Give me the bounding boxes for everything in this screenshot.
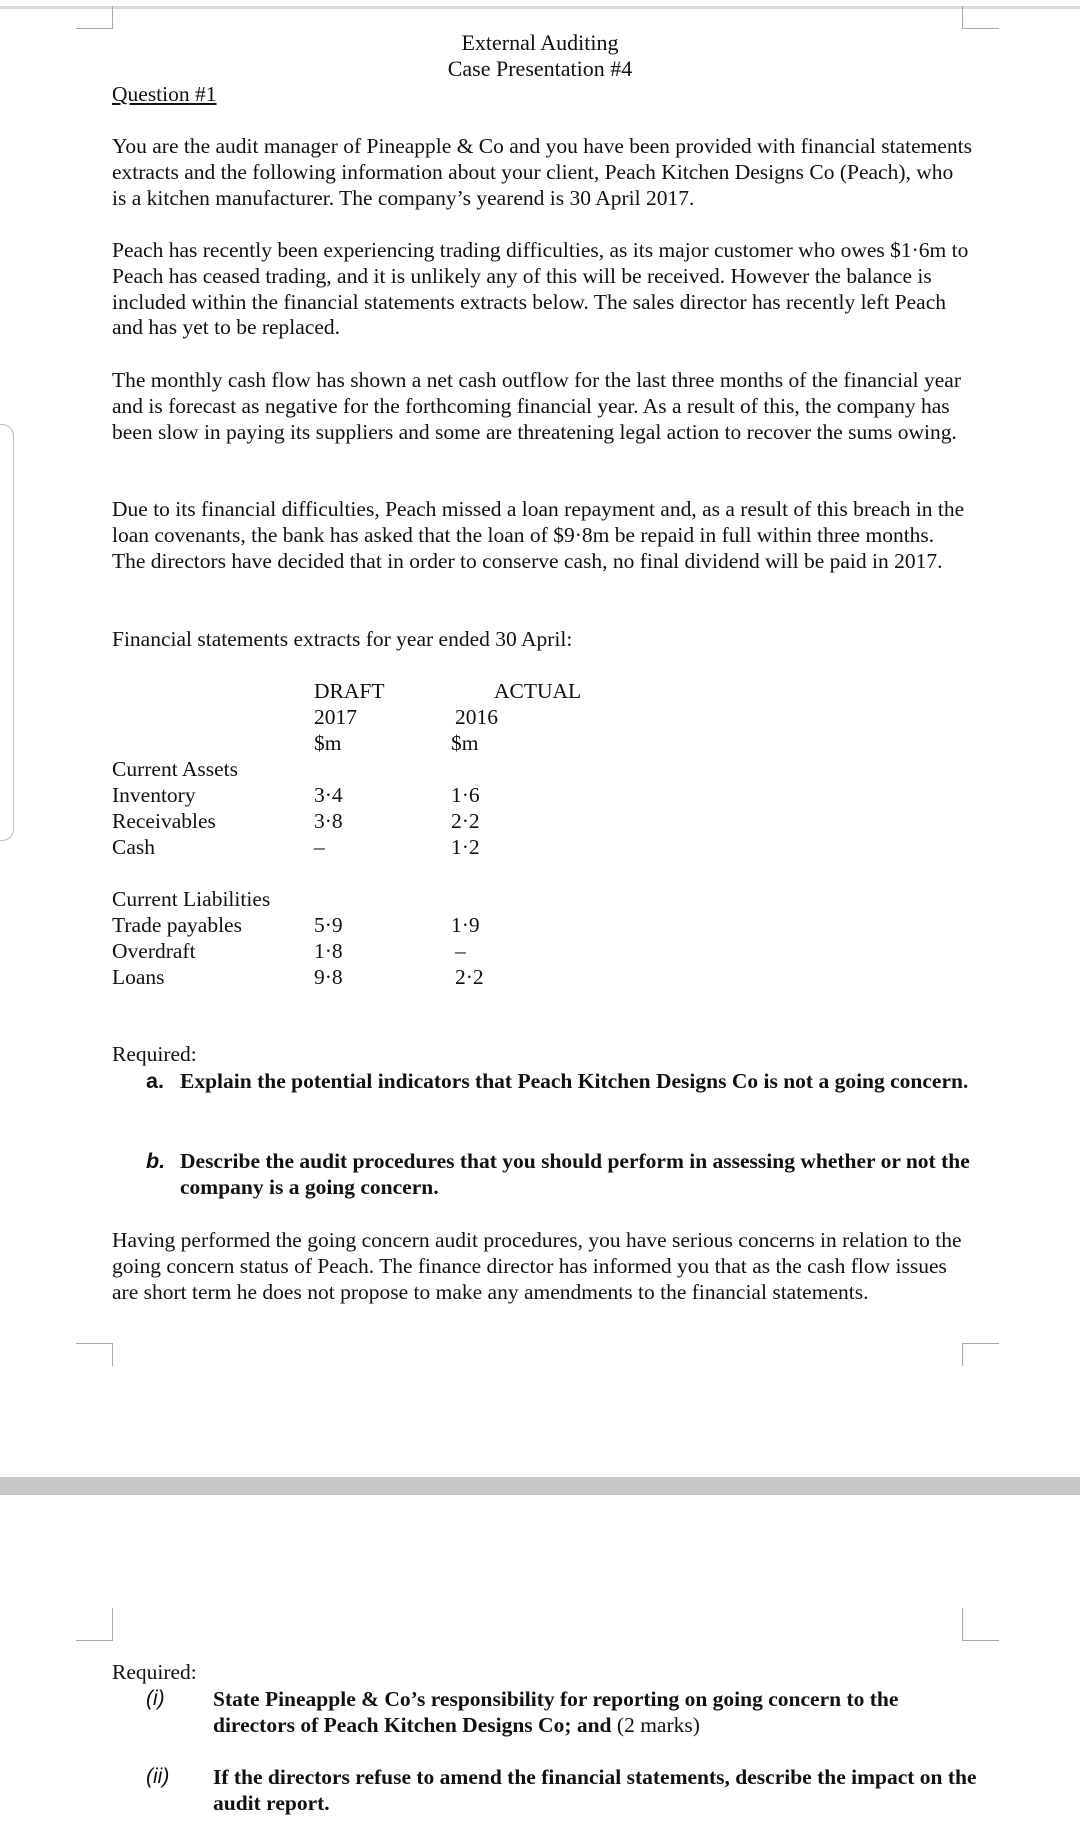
required-label: Required: <box>112 1042 197 1066</box>
required-item-text: State Pineapple & Co’s responsibility for reporting on going concern to the directors of Peach Kitchen Designs Co; and <box>213 1687 899 1737</box>
section-current-liabilities: Current Liabilities <box>112 887 271 911</box>
required-item <box>213 1686 983 1738</box>
item-marker: (i) <box>146 1687 165 1710</box>
row-value-2017: 5·9 <box>314 913 343 937</box>
question-title: Question #1 <box>112 82 217 106</box>
required-item: Describe the audit procedures that you should perform in assessing whether or not the company is a going concern. <box>180 1149 970 1199</box>
marks-note: (2 marks) <box>611 1713 700 1737</box>
item-marker: (ii) <box>146 1765 170 1788</box>
row-value-2017: – <box>314 835 325 859</box>
col-year-2017: 2017 <box>314 705 357 729</box>
row-value-2017: 1·8 <box>314 939 343 963</box>
row-label: Trade payables <box>112 913 242 937</box>
table-title: Financial statements extracts for year ended 30 April: <box>112 627 573 651</box>
row-value-2016: 1·9 <box>451 913 480 937</box>
side-scroll-handle[interactable] <box>0 424 14 841</box>
row-value-2017: 9·8 <box>314 965 343 989</box>
closing-paragraph: Having performed the going concern audit procedures, you have serious concerns in relation to the going concern status of Peach. The finance director has informed you that as the cash flow issues are short term he does not propose to make any amendments to the financial statements. <box>112 1228 962 1304</box>
page-corner-mark <box>962 1343 999 1366</box>
row-value-2017: 3·4 <box>314 783 343 807</box>
item-marker: b. <box>146 1149 166 1173</box>
paragraph: You are the audit manager of Pineapple & Co and you have been provided with financial statements extracts and the following information about your client, Peach Kitchen Designs Co (Peach), who is a kitchen manufacturer. The company’s yearend is 30 April 2017. <box>112 134 972 210</box>
col-unit-2016: $m <box>451 731 479 755</box>
page-break-band <box>0 1477 1080 1495</box>
row-label: Receivables <box>112 809 216 833</box>
page-corner-mark <box>962 1608 999 1641</box>
page-corner-mark <box>76 6 113 29</box>
document-subtitle: Case Presentation #4 <box>447 56 633 81</box>
page-top-edge <box>0 6 1080 9</box>
col-head-actual: ACTUAL <box>494 679 582 703</box>
paragraph: Peach has recently been experiencing trading difficulties, as its major customer who owes $1·6m to Peach has ceased trading, and it is unlikely any of this will be received. However the balance is included within the financial statements extracts below. The sales director has recently left Peach and has yet to be replaced. <box>112 238 969 340</box>
row-value-2016: – <box>455 939 466 963</box>
col-year-2016: 2016 <box>455 705 498 729</box>
required-label: Required: <box>112 1660 197 1684</box>
row-value-2016: 2·2 <box>455 965 484 989</box>
row-value-2017: 3·8 <box>314 809 343 833</box>
page-corner-mark <box>76 1343 113 1366</box>
col-unit-2017: $m <box>314 731 342 755</box>
required-item: Explain the potential indicators that Peach Kitchen Designs Co is not a going concern. <box>180 1069 969 1093</box>
page-corner-mark <box>76 1608 113 1641</box>
row-label: Loans <box>112 965 165 989</box>
row-value-2016: 1·6 <box>451 783 480 807</box>
paragraph: The monthly cash flow has shown a net cash outflow for the last three months of the financial year and is forecast as negative for the forthcoming financial year. As a result of this, the company has been slow in paying its suppliers and some are threatening legal action to recover the sums owing. <box>112 368 962 444</box>
row-label: Cash <box>112 835 155 859</box>
row-label: Overdraft <box>112 939 196 963</box>
item-marker: a. <box>146 1069 164 1093</box>
row-value-2016: 2·2 <box>451 809 480 833</box>
row-value-2016: 1·2 <box>451 835 480 859</box>
page-corner-mark <box>962 6 999 29</box>
document-title: External Auditing <box>461 30 619 55</box>
section-current-assets: Current Assets <box>112 757 239 781</box>
paragraph: Due to its financial difficulties, Peach missed a loan repayment and, as a result of this breach in the loan covenants, the bank has asked that the loan of $9·8m be repaid in full within three months. The directors have decided that in order to conserve cash, no final dividend will be paid in 2017. <box>112 497 965 573</box>
col-head-draft: DRAFT <box>314 679 385 703</box>
row-label: Inventory <box>112 783 196 807</box>
required-item: If the directors refuse to amend the financial statements, describe the impact on the audit report. <box>213 1765 977 1815</box>
